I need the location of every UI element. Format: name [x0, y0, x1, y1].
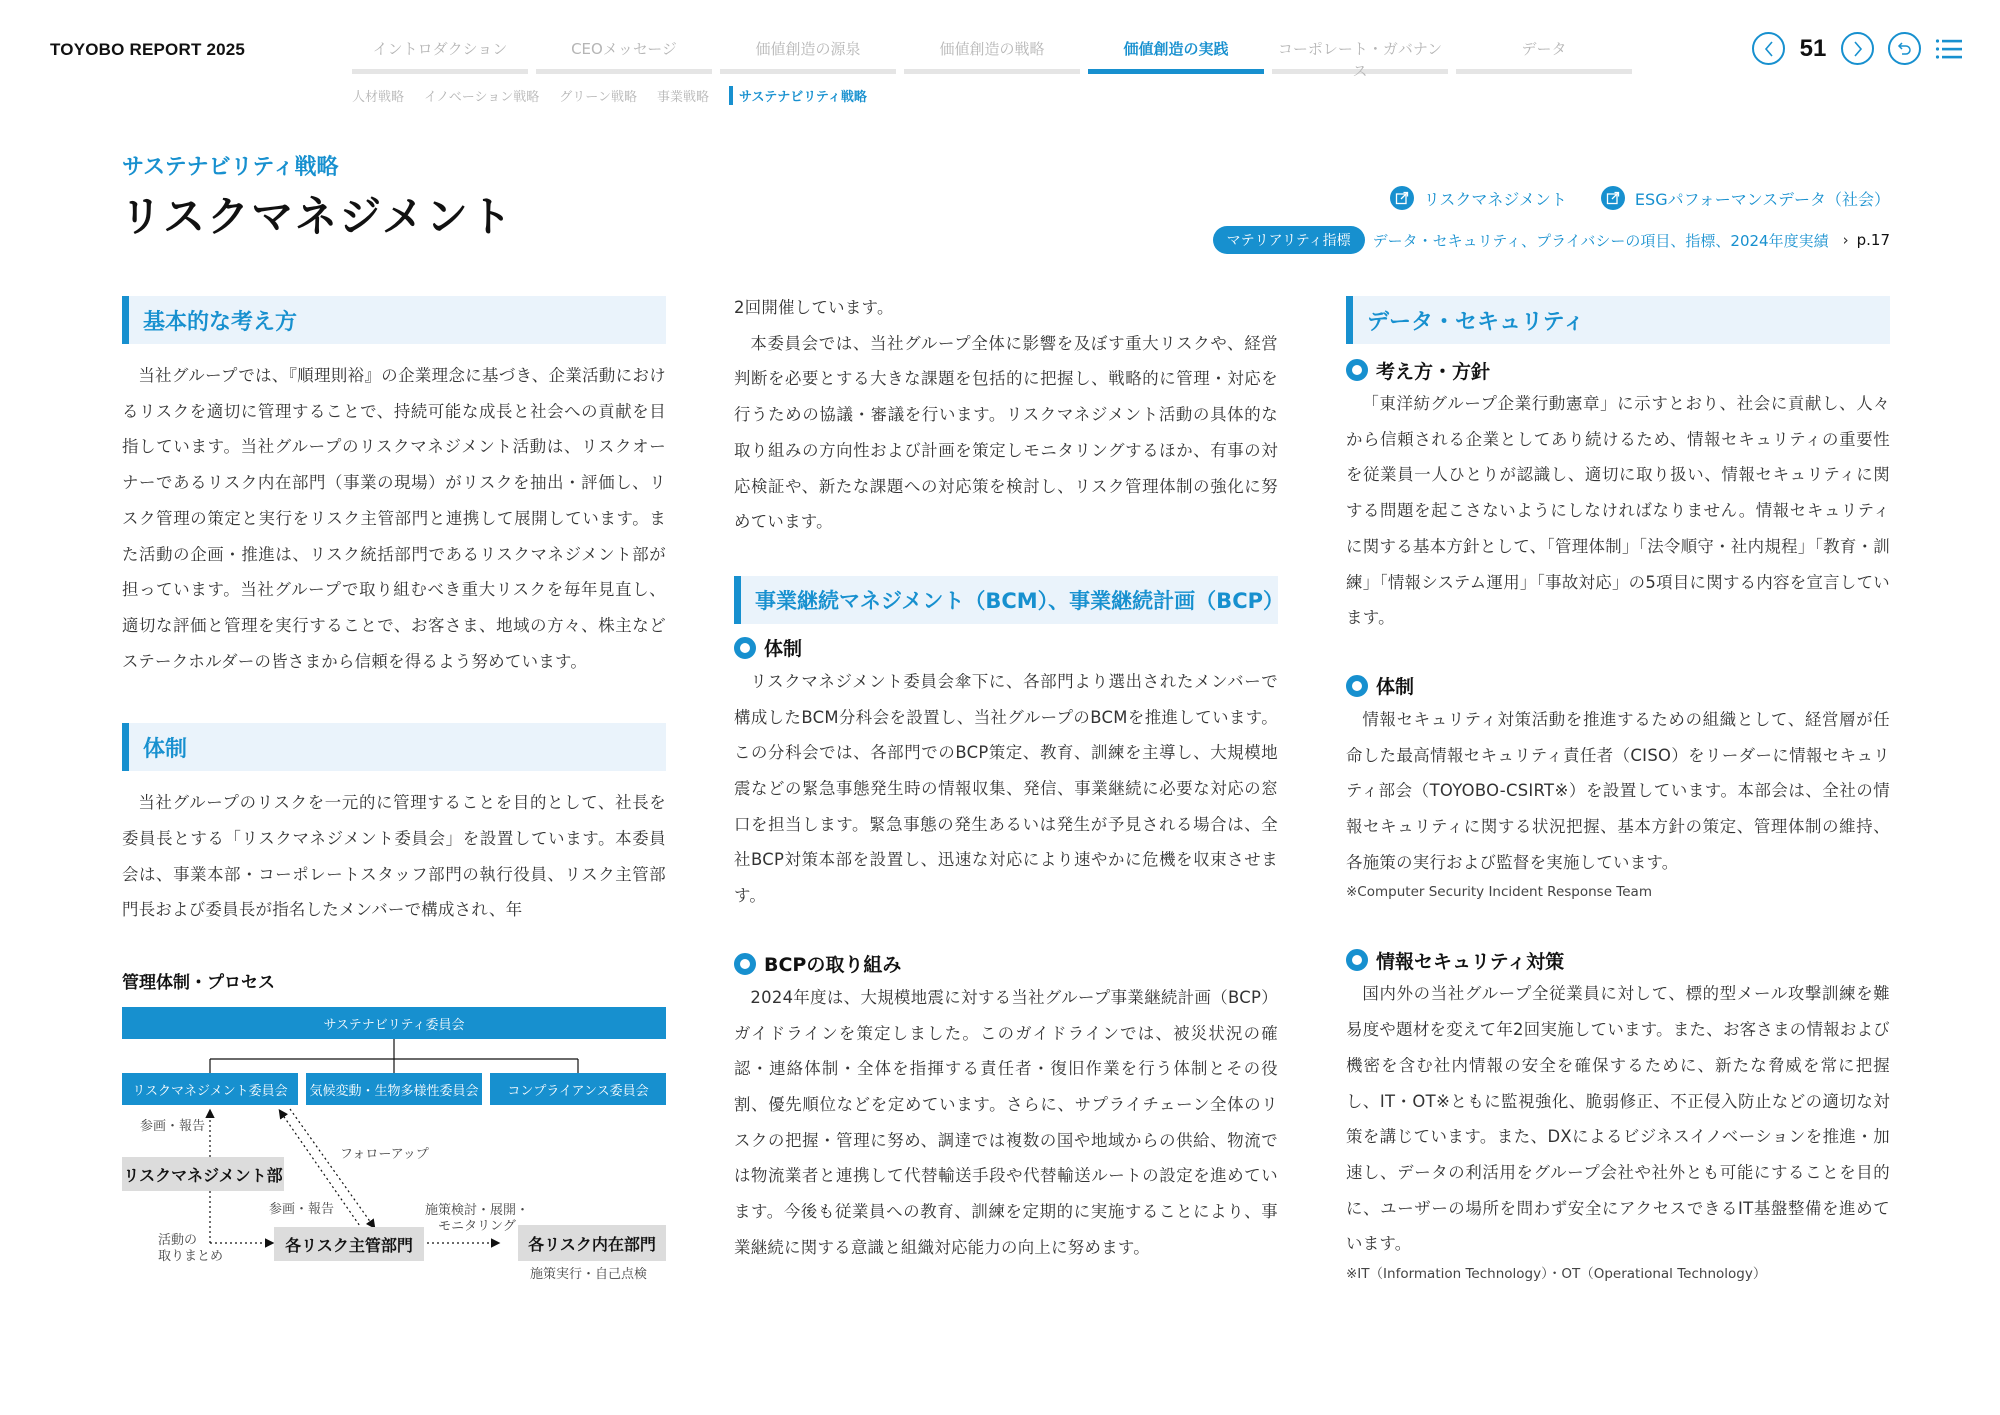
link-esg-performance-data[interactable]: [1601, 186, 1890, 210]
materiality-badge: マテリアリティ指標: [1213, 226, 1365, 254]
label-activity-summary: [158, 1233, 223, 1265]
footnote-csirt: ※Computer Security Incident Response Team: [1346, 884, 1652, 901]
section-heading-structure: 体制: [122, 723, 666, 771]
tab-introduction[interactable]: イントロダクション: [352, 38, 528, 74]
bcm-structure-body: リスクマネジメント委員会傘下に、各部門より選出されたメンバーで構成したBCM分科会を設置し、当社グループのBCMを推進しています。この分科会では、各部門でのBCP策定、教育、訓練を主導し、大規模地震などの緊急事態発生時の情報収集、発信、事業継続に必要な対応の窓口を担当します。緊急事態の発生あるいは発生が予見される場合は、全社BCP対策本部を設置し、迅速な対応により速やかに危機を収束させます。: [734, 671, 1278, 906]
page-kicker: サステナビリティ戦略: [122, 155, 339, 180]
management-process-diagram: [122, 1007, 666, 1297]
page-number: 51: [1799, 34, 1827, 62]
subheading-label: BCPの取り組み: [764, 954, 902, 977]
back-button[interactable]: [1888, 32, 1921, 65]
sub-tabs: [352, 86, 867, 105]
label-line: 施策検討・展開・: [424, 1203, 529, 1219]
return-icon: [1896, 40, 1914, 58]
subheading-bcp-initiatives: [734, 948, 1278, 980]
subheading-policy: [1346, 354, 1890, 386]
list-menu-icon[interactable]: [1935, 37, 1963, 61]
column-2: [734, 290, 1284, 1265]
external-links: [1390, 186, 1890, 210]
sustainability-committee-box: サステナビリティ委員会: [122, 1007, 666, 1039]
brand-logo: TOYOBO REPORT 2025: [50, 40, 246, 59]
subheading-security-structure: [1346, 670, 1890, 702]
chevron-left-icon: [1762, 40, 1776, 58]
risk-management-committee-box: リスクマネジメント委員会: [122, 1073, 298, 1105]
label-participate-report-1: 参画・報告: [140, 1119, 206, 1135]
column-3: [1346, 296, 1890, 1286]
circle-bullet-icon: [1346, 359, 1368, 381]
label-execute-self-check: 施策実行・自己点検: [530, 1267, 648, 1283]
policy-body: 「東洋紡グループ企業行動憲章」に示すとおり、社会に貢献し、人々から信頼される企業としてあり続けるため、情報セキュリティの重要性を従業員一人ひとりが認識し、適切に取り扱い、情報セキュリティに関する問題を起こさないようにしなければなりません。情報セキュリティに関する基本方針として、「管理体制」「法令順守・社内規程」「教育・訓練」「情報システム運用」「事故対応」の5項目に関する内容を宣言しています。: [1346, 394, 1890, 628]
diagram-title: 管理体制・プロセス: [122, 973, 275, 994]
link-label: ESGパフォーマンスデータ（社会）: [1634, 189, 1890, 209]
prev-page-button[interactable]: [1752, 32, 1785, 65]
security-measures-body: 国内外の当社グループ全従業員に対して、標的型メール攻撃訓練を難易度や題材を変えて年2回実施しています。また、お客さまの情報および機密を含む社内情報の安全を確保するために、新たな脅威を常に把握し、IT・OT※ともに監視強化、脆弱修正、不正侵入防止などの適切な対策を講じています。また、DXによるビジネスイノベーションを推進・加速し、データの利活用をグループ会社や社外とも可能にすることを目的に、ユーザーの場所を問わず安全にアクセスできるIT基盤整備を進めています。: [1346, 984, 1890, 1254]
subtab-business-strategy[interactable]: 事業戦略: [656, 90, 709, 105]
structure-body-continued: 2回開催しています。: [734, 298, 894, 317]
subtab-hr-strategy[interactable]: 人材戦略: [352, 90, 405, 105]
link-label: リスクマネジメント: [1423, 189, 1567, 209]
chevron-right-icon: ›: [1842, 231, 1849, 249]
security-structure-body: 情報セキュリティ対策活動を推進するための組織として、経営層が任命した最高情報セキュリティ責任者（CISO）をリーダーに情報セキュリティ部会（TOYOBO-CSIRT※）を設置しています。本部会は、全社の情報セキュリティに関する状況把握、基本方針の策定、管理体制の維持、各施策の実行および監督を実施しています。: [1346, 709, 1890, 872]
bcp-initiatives-body: 2024年度は、大規模地震に対する当社グループ事業継続計画（BCP）ガイドラインを策定しました。このガイドラインでは、被災状況の確認・連絡体制・全体を指揮する責任者・復旧作業を行う体制とその役割、優先順位などを定めています。さらに、サプライチェーン全体のリスクの把握・管理に努め、調達では複数の国や地域からの供給、物流では物流業者と連携して代替輸送手段や代替輸送ルートの設定を進めています。今後も従業員への教育、訓練を定期的に実施することにより、事業継続に関する意識と組織対応能力の向上に努めます。: [734, 987, 1278, 1257]
subtab-green-strategy[interactable]: グリーン戦略: [559, 90, 637, 105]
pager: [1752, 32, 1963, 65]
section-heading-bcm-bcp: 事業継続マネジメント（BCM）、事業継続計画（BCP）: [734, 576, 1278, 624]
section-heading-data-security: データ・セキュリティ: [1346, 296, 1890, 344]
compliance-committee-box: コンプライアンス委員会: [490, 1073, 666, 1105]
link-risk-management[interactable]: [1390, 186, 1567, 210]
subheading-label: 情報セキュリティ対策: [1376, 950, 1565, 973]
tab-value-practice[interactable]: 価値創造の実践: [1088, 38, 1264, 74]
label-participate-report-2: 参画・報告: [269, 1202, 335, 1218]
chevron-right-icon: [1851, 40, 1865, 58]
footnote-it-ot: ※IT（Information Technology）・OT（Operational Technology）: [1346, 1266, 1767, 1283]
tab-data[interactable]: データ: [1456, 38, 1632, 74]
subheading-label: 考え方・方針: [1376, 360, 1491, 383]
climate-biodiversity-committee-box: 気候変動・生物多様性委員会: [306, 1073, 482, 1105]
subtab-sustainability-strategy[interactable]: サステナビリティ戦略: [729, 86, 867, 105]
risk-management-dept-box: リスクマネジメント部: [122, 1157, 284, 1191]
subheading-label: 体制: [1376, 676, 1415, 699]
tab-value-source[interactable]: 価値創造の源泉: [720, 38, 896, 74]
column-1: [122, 296, 666, 1297]
materiality-indicator: [1213, 226, 1890, 254]
structure-body: 当社グループのリスクを一元的に管理することを目的として、社長を委員長とする「リスクマネジメント委員会」を設置しています。本委員会は、事業本部・コーポレートスタッフ部門の執行役員、リスク主管部門長および委員長が指名したメンバーで構成され、年: [122, 793, 666, 920]
main-tabs: [352, 38, 1632, 80]
circle-bullet-icon: [734, 953, 756, 975]
risk-main-dept-box: 各リスク主管部門: [274, 1227, 424, 1261]
materiality-link[interactable]: データ・セキュリティ、プライバシーの項目、指標、2024年度実績: [1372, 231, 1829, 250]
external-link-icon: [1390, 186, 1414, 210]
subheading-bcm-structure: [734, 632, 1278, 664]
label-follow-up: フォローアップ: [340, 1147, 429, 1163]
section-heading-basic-approach: 基本的な考え方: [122, 296, 666, 344]
subheading-security-measures: [1346, 944, 1890, 976]
label-line: 活動の: [158, 1233, 198, 1249]
circle-bullet-icon: [734, 637, 756, 659]
circle-bullet-icon: [1346, 949, 1368, 971]
page-reference[interactable]: p.17: [1856, 231, 1890, 249]
tab-value-strategy[interactable]: 価値創造の戦略: [904, 38, 1080, 74]
basic-approach-body: 当社グループでは、『順理則裕』の企業理念に基づき、企業活動におけるリスクを適切に管理することで、持続可能な成長と社会への貢献を目指しています。当社グループのリスクマネジメント活動は、リスクオーナーであるリスク内在部門（事業の現場）がリスクを抽出・評価し、リスク管理の策定と実行をリスク主管部門と連携して展開しています。また活動の企画・推進は、リスク統括部門であるリスクマネジメント部が担っています。当社グループで取り組むべき重大リスクを毎年見直し、適切な評価と管理を実行することで、お客さま、地域の方々、株主などステークホルダーの皆さまから信頼を得るよう努めています。: [122, 366, 666, 671]
external-link-icon: [1601, 186, 1625, 210]
tab-ceo-message[interactable]: CEOメッセージ: [536, 38, 712, 74]
committee-body: 本委員会では、当社グループ全体に影響を及ぼす重大リスクや、経営判断を必要とする大きな課題を包括的に把握し、戦略的に管理・対応を行うための協議・審議を行います。リスクマネジメント活動の具体的な取り組みの方向性および計画を策定しモニタリングするほか、有事の対応検証や、新たな課題への対応策を検討し、リスク管理体制の強化に努めています。: [734, 333, 1278, 532]
label-line: 取りまとめ: [158, 1249, 224, 1265]
label-line: モニタリング: [438, 1219, 516, 1235]
next-page-button[interactable]: [1841, 32, 1874, 65]
page-title: リスクマネジメント: [120, 192, 514, 241]
tab-governance[interactable]: コーポレート・ガバナンス: [1272, 38, 1448, 74]
risk-inherent-dept-box: 各リスク内在部門: [518, 1225, 666, 1261]
label-policy-monitoring: [422, 1203, 532, 1235]
subtab-innovation-strategy[interactable]: イノベーション戦略: [424, 90, 540, 105]
subheading-label: 体制: [764, 638, 803, 661]
circle-bullet-icon: [1346, 675, 1368, 697]
